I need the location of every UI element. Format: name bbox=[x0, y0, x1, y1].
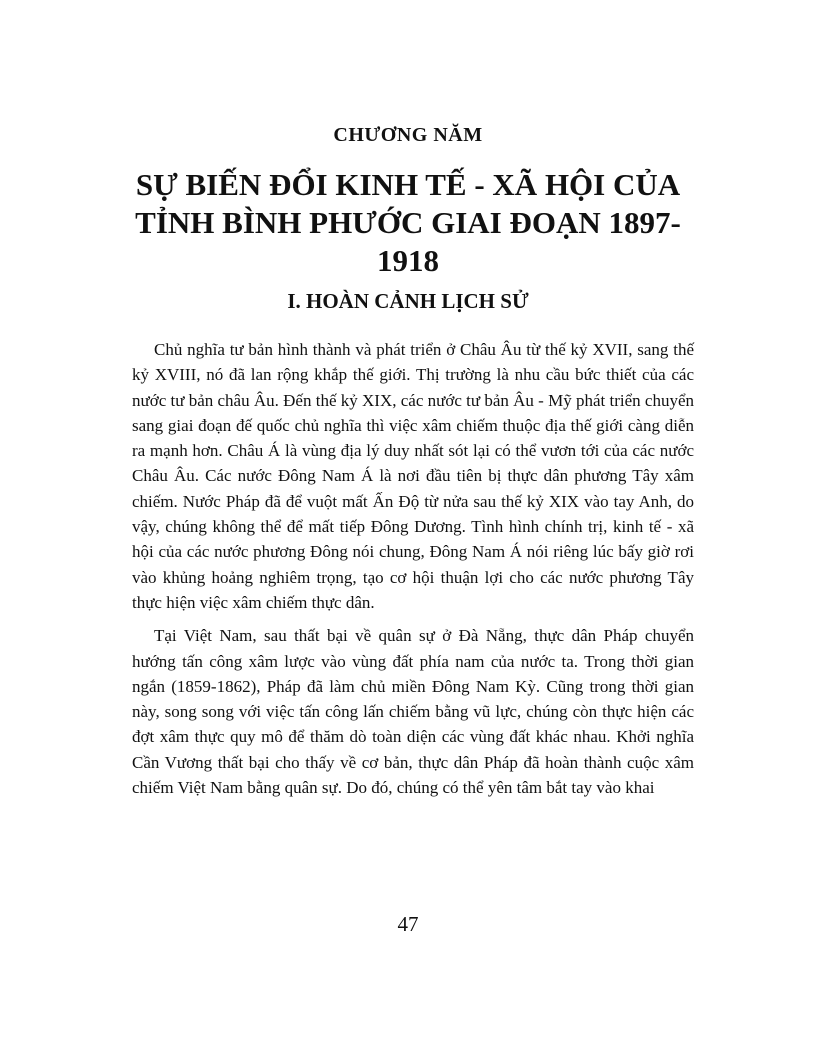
page-number: 47 bbox=[397, 912, 419, 936]
paragraph-1: Chủ nghĩa tư bản hình thành và phát triển ở Châu Âu từ thế kỷ XVII, sang thế kỷ XVIII, nó đã lan rộng khắp thế giới. Thị trường là nhu cầu bức thiết của các nước tư bản châu Âu. Đến thế kỷ XIX, các nước tư bản Âu - Mỹ phát triển chuyển sang giai đoạn đế quốc chủ nghĩa thì việc xâm chiếm thuộc địa thế giới càng diễn ra mạnh hơn. Châu Á là vùng địa lý duy nhất sót lại có thể vươn tới của các nước Châu Âu. Các nước Đông Nam Á là nơi đầu tiên bị thực dân phương Tây xâm chiếm. Nước Pháp đã để vuột mất Ấn Độ từ nửa sau thế kỷ XIX vào tay Anh, do vậy, chúng không thể để mất tiếp Đông Dương. Tình hình chính trị, kinh tế - xã hội của các nước phương Đông nói chung, Đông Nam Á nói riêng lúc bấy giờ rơi vào khủng hoảng nghiêm trọng, tạo cơ hội thuận lợi cho các nước phương Tây thực hiện việc xâm chiếm thực dân. bbox=[132, 340, 694, 612]
section-heading: I. HOÀN CẢNH LỊCH SỬ bbox=[287, 289, 529, 313]
chapter-label: CHƯƠNG NĂM bbox=[333, 124, 483, 146]
paragraph-2: Tại Việt Nam, sau thất bại về quân sự ở Đà Nẵng, thực dân Pháp chuyển hướng tấn công xâm lược vào vùng đất phía nam của nước ta. Trong thời gian ngắn (1859-1862), Pháp đã làm chủ miền Đông Nam Kỳ. Cũng trong thời gian này, song song với việc tấn công lấn chiếm bằng vũ lực, chúng còn thực hiện các đợt xâm thực quy mô để thăm dò toàn diện các vùng đất khác nhau. Khởi nghĩa Cần Vương thất bại cho thấy về cơ bản, thực dân Pháp đã hoàn thành cuộc xâm chiếm Việt Nam bằng quân sự. Do đó, chúng có thể yên tâm bắt tay vào khai bbox=[132, 626, 694, 798]
chapter-title: SỰ BIẾN ĐỔI KINH TẾ - XÃ HỘI CỦA TỈNH BÌNH PHƯỚC GIAI ĐOẠN 1897-1918 bbox=[135, 167, 681, 278]
body-text bbox=[132, 337, 694, 800]
